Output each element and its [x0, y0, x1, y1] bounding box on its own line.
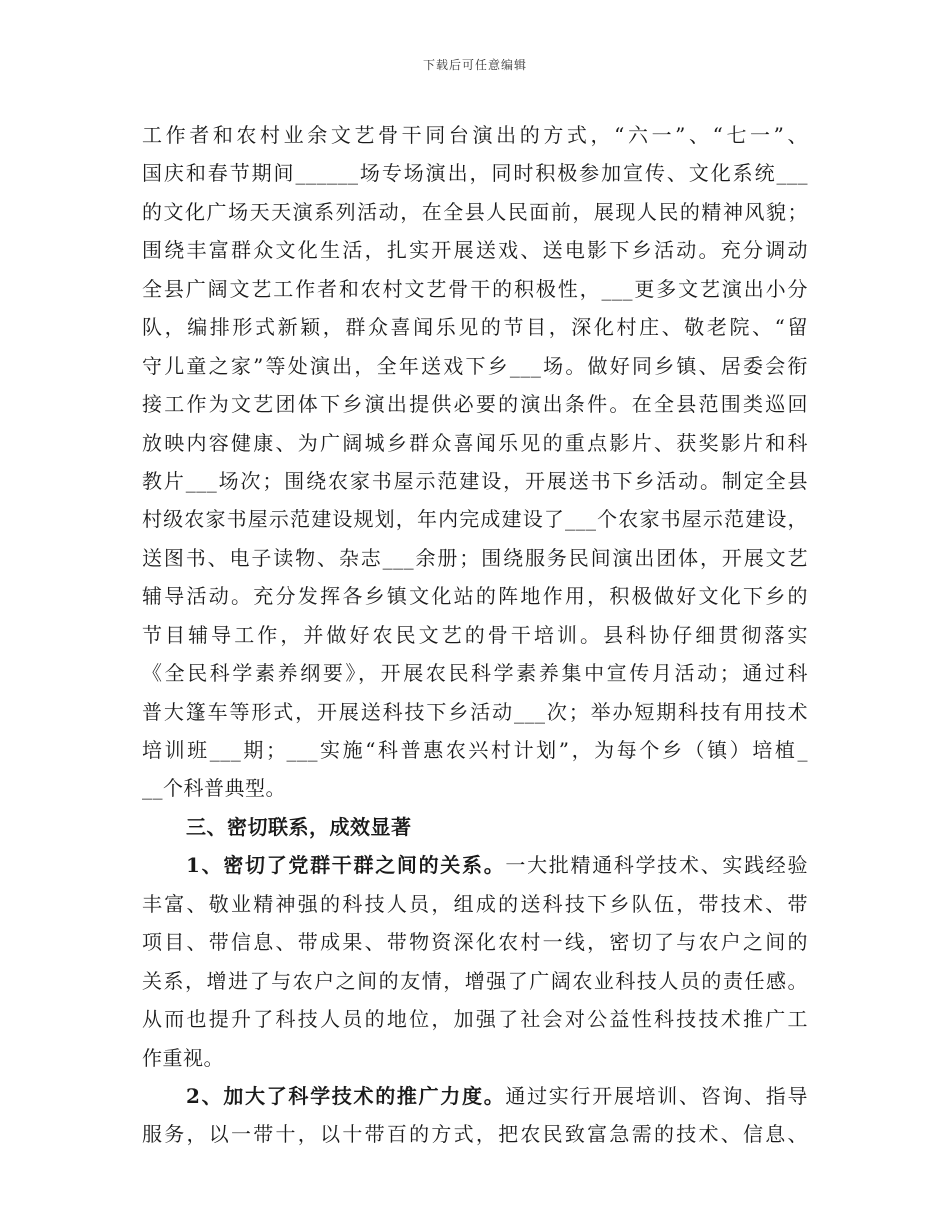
- item-title: 1、密切了党群干群之间的关系。: [186, 853, 506, 878]
- text-line: 放映内容健康、为广阔城乡群众喜闻乐见的重点影片、获奖影片和科: [142, 430, 808, 455]
- text-line: 教片___场次；围绕农家书屋示范建设，开展送书下乡活动。制定全县: [142, 468, 808, 493]
- item-first-line: [142, 846, 808, 884]
- text-line: 服务，以一带十，以十带百的方式，把农民致富急需的技术、信息、: [142, 1122, 808, 1147]
- text-line: 关系，增进了与农户之间的友情，增强了广阔农业科技人员的责任感。: [142, 968, 808, 993]
- text-line: 培训班___期；___实施“科普惠农兴村计划”，为每个乡（镇）培植_: [142, 738, 808, 762]
- section-heading: 三、密切联系，成效显著: [186, 814, 412, 839]
- page-header: 下载后可任意编辑: [422, 58, 527, 72]
- text-line: __个科普典型。: [142, 776, 286, 801]
- text-line: 辅导活动。充分发挥各乡镇文化站的阵地作用，积极做好文化下乡的: [142, 584, 808, 609]
- text-line: 国庆和春节期间______场专场演出，同时积极参加宣传、文化系统___: [142, 161, 808, 186]
- text-line: 队，编排形式新颖，群众喜闻乐见的节目，深化村庄、敬老院、“留: [142, 315, 808, 340]
- text-line: 围绕丰富群众文化生活，扎实开展送戏、送电影下乡活动。充分调动: [142, 238, 808, 263]
- text-line: 丰富、敬业精神强的科技人员，组成的送科技下乡队伍，带技术、带: [142, 891, 808, 916]
- text-line: 全县广阔文艺工作者和农村文艺骨干的积极性，___更多文艺演出小分: [142, 276, 808, 301]
- item-title: 2、加大了科学技术的推广力度。: [186, 1083, 506, 1108]
- text-line: 节目辅导工作，并做好农民文艺的骨干培训。县科协仔细贯彻落实: [142, 622, 808, 647]
- item-text: 一大批精通科学技术、实践经验: [505, 853, 808, 878]
- paragraph-culture-activities: [142, 116, 808, 808]
- item-text: 通过实行开展培训、咨询、指导: [505, 1083, 808, 1108]
- paragraph-item-2: [142, 1077, 808, 1154]
- text-line: 工作者和农村业余文艺骨干同台演出的方式，“六一”、“七一”、: [142, 123, 808, 147]
- text-line: 送图书、电子读物、杂志___余册；围绕服务民间演出团体，开展文艺: [142, 545, 808, 570]
- text-line: 守儿童之家”等处演出，全年送戏下乡___场。做好同乡镇、居委会衔: [142, 353, 808, 378]
- text-line: 普大篷车等形式，开展送科技下乡活动___次；举办短期科技有用技术: [142, 699, 808, 724]
- text-line: 作重视。: [142, 1045, 224, 1070]
- text-line: 的文化广场天天演系列活动，在全县人民面前，展现人民的精神风貌；: [142, 199, 808, 224]
- text-line: 项目、带信息、带成果、带物资深化农村一线，密切了与农户之间的: [142, 930, 808, 955]
- text-line: 《全民科学素养纲要》，开展农民科学素养集中宣传月活动；通过科: [142, 661, 808, 686]
- paragraph-item-1: [142, 846, 808, 1077]
- item-first-line: [142, 1077, 808, 1115]
- text-line: 接工作为文艺团体下乡演出提供必要的演出条件。在全县范围类巡回: [142, 392, 808, 417]
- document-body: [142, 116, 808, 1154]
- text-line: 村级农家书屋示范建设规划，年内完成建设了___个农家书屋示范建设，: [142, 507, 808, 532]
- text-line: 从而也提升了科技人员的地位，加强了社会对公益性科技技术推广工: [142, 1007, 808, 1032]
